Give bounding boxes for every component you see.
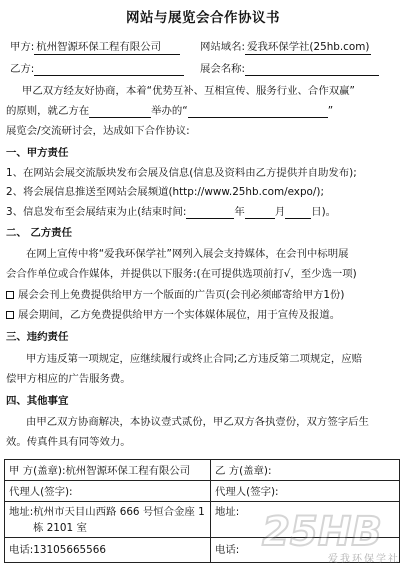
section-1-heading: 一、甲方责任 — [6, 147, 69, 159]
section-2-line-1: 在网上宣传中将“爱我环保学社”网列入展会支持媒体，在会刊中标明展 — [26, 248, 349, 260]
party-a-address-line-1: 地址:杭州市天目山西路 666 号恒合金座 1 — [9, 506, 205, 518]
party-b-blank — [34, 63, 184, 76]
signature-table — [4, 459, 400, 563]
document-title: 网站与展览会合作协议书 — [126, 10, 280, 26]
section-4-heading: 四、其他事宜 — [6, 395, 69, 407]
expo-name-blank — [245, 63, 379, 76]
party-b-line — [10, 62, 184, 76]
expo-name-label: 展会名称: — [200, 63, 246, 75]
intro-event-blank — [188, 105, 328, 118]
domain-label: 网站域名: — [200, 41, 246, 53]
party-b-address: 地址: — [215, 506, 240, 518]
section-3-line-2: 偿甲方相应的广告服务费。 — [6, 373, 131, 385]
intro-line-2: 的原则，就乙方在 举办的“ ” — [6, 105, 334, 117]
section-2-line-2: 会合作单位或合作媒体，并提供以下服务:(在可提供选项前打√，至少选一项) — [6, 268, 357, 280]
section-1-item-1: 1、在网站会展交流版块发布会展及信息(信息及资料由乙方提供并自助发布); — [6, 167, 357, 179]
section-2-option-1: 展会会刊上免费提供给甲方一个版面的广告页(会刊必须邮寄给甲方1份) — [6, 288, 344, 302]
section-2-heading: 二、 乙方责任 — [6, 227, 72, 239]
option-1-checkbox[interactable] — [6, 291, 14, 299]
section-2-option-2: 展会期间，乙方免费提供给甲方一个实体媒体展位，用于宣传及报道。 — [6, 308, 340, 322]
section-3-line-1: 甲方违反第一项规定，应继续履行或终止合同;乙方违反第二项规定，应赔 — [26, 353, 362, 365]
party-a-seal: 甲 方(盖章):杭州智源环保工程有限公司 — [9, 465, 191, 477]
expo-name-line — [200, 62, 379, 76]
section-4-line-1: 由甲乙双方协商解决，本协议壹式贰份，甲乙双方各执壹份，双方签字后生 — [26, 416, 369, 428]
domain-value: 爱我环保学社(25hb.com) — [247, 41, 370, 53]
option-2-checkbox[interactable] — [6, 311, 14, 319]
party-a-line — [10, 40, 180, 55]
intro-location-blank — [89, 105, 151, 118]
party-b-seal: 乙 方(盖章): — [215, 465, 272, 477]
intro-line-1: 甲乙双方经友好协商，本着“优势互补、互相宣传、服务行业、合作双赢” — [22, 85, 355, 97]
party-a-label: 甲方: — [10, 41, 35, 53]
party-a-phone: 电话:13105665566 — [9, 544, 107, 556]
section-1-item-2: 2、将会展信息推送至网站会展频道(http://www.25hb.com/expo/); — [6, 186, 324, 198]
party-a-address-line-2: 栋 2101 室 — [33, 522, 87, 534]
section-1-item-3: 3、信息发布至会展结束为止(结束时间: 年 月 日)。 — [6, 206, 337, 218]
party-b-agent: 代理人(签字): — [215, 486, 279, 498]
section-3-heading: 三、违约责任 — [6, 331, 69, 343]
party-a-value: 杭州智源环保工程有限公司 — [34, 40, 180, 55]
intro-line-3: 展览会/交流研讨会，达成如下合作协议: — [6, 125, 190, 137]
domain-line — [200, 40, 371, 55]
svg-text:25HB: 25HB — [262, 509, 382, 555]
party-b-phone: 电话: — [215, 544, 240, 556]
party-a-agent: 代理人(签字): — [9, 486, 73, 498]
party-b-label: 乙方: — [10, 63, 35, 75]
watermark-subtitle: 爱我环保学社 — [328, 554, 400, 565]
section-4-line-2: 效。传真件具有同等效力。 — [6, 436, 131, 448]
